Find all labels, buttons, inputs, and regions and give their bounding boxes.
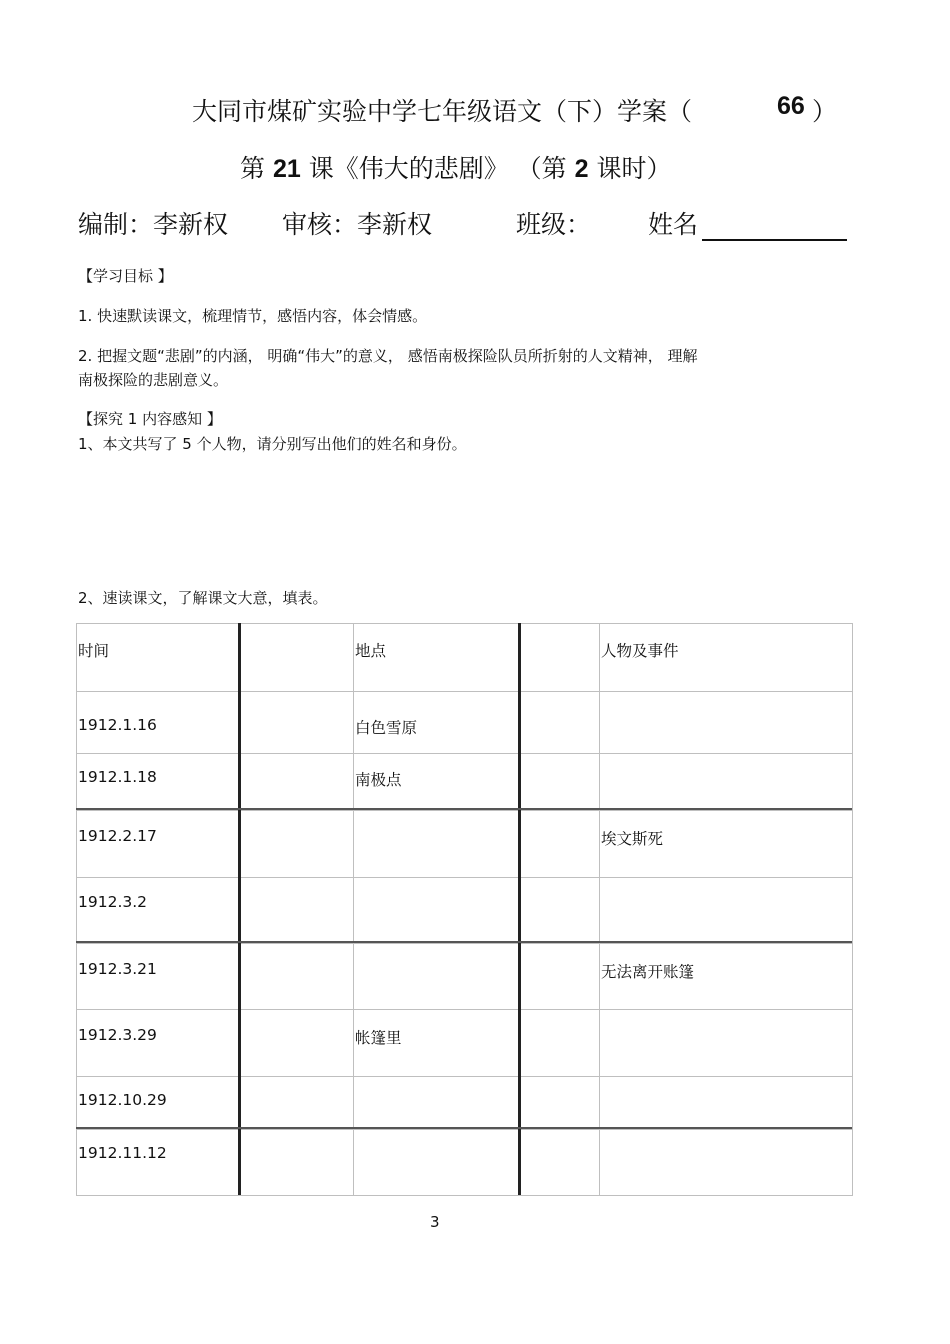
name-label: 姓名 — [648, 210, 699, 239]
place-cell[interactable] — [354, 878, 519, 944]
time-cell[interactable] — [77, 1130, 240, 1196]
lesson-number: 21 — [272, 155, 301, 183]
table-row — [77, 878, 853, 944]
table-row — [77, 692, 853, 754]
time-text: 1912.1.16 — [78, 716, 157, 734]
time-cell[interactable] — [77, 1077, 240, 1130]
page-number: 3 — [430, 1213, 440, 1231]
header-time-label: 时间 — [78, 642, 110, 660]
blank-cell[interactable] — [519, 692, 600, 754]
goal-item-2-line-2: 南极探险的悲剧意义。 — [78, 371, 229, 389]
time-text: 1912.1.18 — [78, 768, 157, 786]
event-text: 无法离开账篷 — [601, 963, 695, 981]
header-blank-2 — [519, 624, 600, 692]
event-cell[interactable] — [600, 692, 853, 754]
blank-cell[interactable] — [240, 692, 354, 754]
editor-label: 编制：李新权 — [78, 210, 229, 239]
name-field — [648, 205, 847, 241]
event-cell[interactable] — [600, 1130, 853, 1196]
table-row — [77, 1010, 853, 1077]
table-row — [77, 811, 853, 878]
lesson-title — [240, 149, 671, 185]
time-text: 1912.3.2 — [78, 893, 148, 911]
lesson-name: 课《伟大的悲剧》 （第 — [300, 154, 575, 183]
table-rule — [76, 1127, 852, 1129]
time-cell[interactable] — [77, 754, 240, 811]
table-rule — [76, 941, 852, 943]
table-row — [77, 1077, 853, 1130]
table-divider — [238, 623, 241, 1195]
place-cell[interactable] — [354, 1077, 519, 1130]
header-time — [77, 624, 240, 692]
blank-cell[interactable] — [240, 1010, 354, 1077]
name-blank-line[interactable] — [702, 213, 847, 241]
blank-cell[interactable] — [240, 944, 354, 1010]
goals-heading: 【学习目标 】 — [78, 267, 173, 285]
lesson-prefix: 第 — [240, 154, 273, 183]
table-header-row — [77, 624, 853, 692]
blank-cell[interactable] — [519, 1010, 600, 1077]
event-text: 埃文斯死 — [601, 830, 664, 848]
time-text: 1912.3.29 — [78, 1026, 157, 1044]
lesson-period: 2 — [574, 155, 589, 183]
blank-cell[interactable] — [240, 811, 354, 878]
table-row — [77, 1130, 853, 1196]
event-cell[interactable] — [600, 754, 853, 811]
time-cell[interactable] — [77, 692, 240, 754]
time-cell[interactable] — [77, 878, 240, 944]
header-place — [354, 624, 519, 692]
place-cell[interactable] — [354, 1010, 519, 1077]
place-text: 白色雪原 — [355, 719, 418, 737]
summary-table-body — [77, 624, 853, 1196]
event-cell[interactable] — [600, 811, 853, 878]
place-cell[interactable] — [354, 754, 519, 811]
time-cell[interactable] — [77, 811, 240, 878]
time-text: 1912.2.17 — [78, 827, 157, 845]
place-cell[interactable] — [354, 944, 519, 1010]
blank-cell[interactable] — [519, 754, 600, 811]
table-row — [77, 754, 853, 811]
time-text: 1912.3.21 — [78, 960, 157, 978]
lesson-suffix: 课时） — [588, 154, 672, 183]
reviewer-label: 审核：李新权 — [282, 210, 433, 239]
blank-cell[interactable] — [240, 754, 354, 811]
header-event-label: 人物及事件 — [601, 642, 679, 660]
title-number: 66 — [777, 92, 805, 120]
header-blank-1 — [240, 624, 354, 692]
event-cell[interactable] — [600, 944, 853, 1010]
title-text: 大同市煤矿实验中学七年级语文（下）学案（ — [192, 97, 693, 126]
blank-cell[interactable] — [240, 878, 354, 944]
place-text: 帐篷里 — [355, 1029, 402, 1047]
event-cell[interactable] — [600, 878, 853, 944]
table-divider — [518, 623, 521, 1195]
time-text: 1912.10.29 — [78, 1091, 167, 1109]
goal-item-2-line-1: 2. 把握文题“悲剧”的内涵， 明确“伟大”的意义， 感悟南极探险队员所折射的人文精神， 理解 — [78, 347, 698, 365]
event-cell[interactable] — [600, 1010, 853, 1077]
worksheet-title — [192, 92, 838, 128]
class-label: 班级： — [516, 210, 592, 239]
event-cell[interactable] — [600, 1077, 853, 1130]
time-text: 1912.11.12 — [78, 1144, 167, 1162]
question-1: 1、本文共写了 5 个人物，请分别写出他们的姓名和身份。 — [78, 435, 467, 453]
blank-cell[interactable] — [519, 1077, 600, 1130]
goal-item-1: 1. 快速默读课文，梳理情节，感悟内容，体会情感。 — [78, 307, 428, 325]
blank-cell[interactable] — [519, 811, 600, 878]
blank-cell[interactable] — [519, 1130, 600, 1196]
place-cell[interactable] — [354, 1130, 519, 1196]
time-cell[interactable] — [77, 944, 240, 1010]
place-text: 南极点 — [355, 771, 402, 789]
time-cell[interactable] — [77, 1010, 240, 1077]
blank-cell[interactable] — [240, 1130, 354, 1196]
place-cell[interactable] — [354, 811, 519, 878]
table-row — [77, 944, 853, 1010]
summary-table — [76, 623, 853, 1196]
header-event — [600, 624, 853, 692]
blank-cell[interactable] — [240, 1077, 354, 1130]
title-close: ） — [812, 97, 838, 126]
header-place-label: 地点 — [355, 642, 387, 660]
blank-cell[interactable] — [519, 944, 600, 1010]
table-rule — [76, 808, 852, 810]
explore-heading: 【探究 1 内容感知 】 — [78, 410, 222, 428]
place-cell[interactable] — [354, 692, 519, 754]
question-2: 2、速读课文，了解课文大意，填表。 — [78, 589, 328, 607]
blank-cell[interactable] — [519, 878, 600, 944]
